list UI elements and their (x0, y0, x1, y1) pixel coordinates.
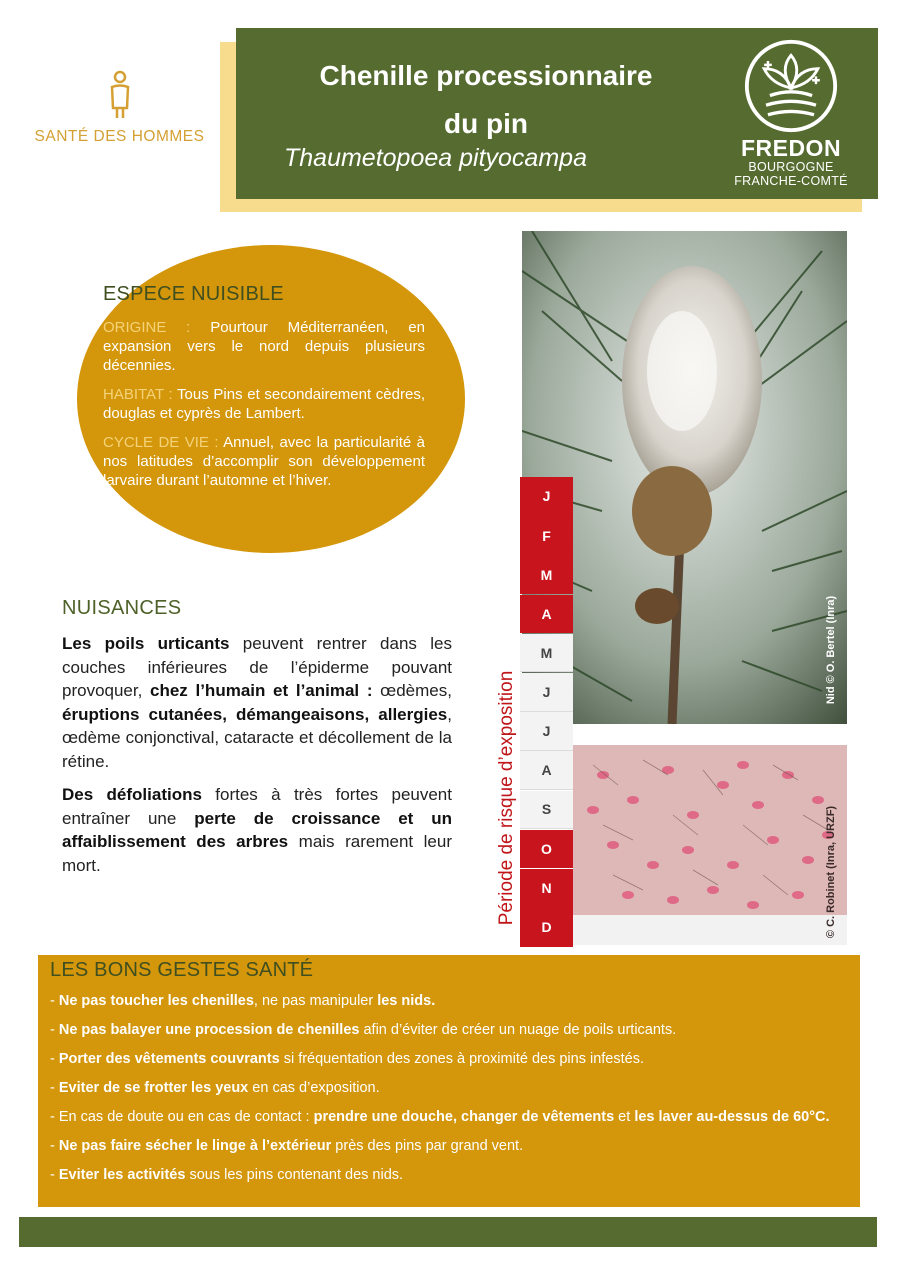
text: si fréquentation des zones à proximité des pins infestés. (279, 1051, 644, 1067)
text: afin d’éviter de créer un nuage de poils urticants. (359, 1022, 677, 1038)
bold-text: Ne pas faire sécher le linge à l’extérieur (58, 1138, 332, 1154)
month-cell: M (520, 555, 573, 594)
gesture-item (50, 1108, 848, 1127)
nuisances-paragraph-1 (62, 632, 452, 773)
bold-text: éruptions cutanées, démangeaisons, allergies (62, 704, 448, 724)
text: - (50, 1138, 59, 1154)
page-title-line1: Chenille processionnaire (319, 60, 653, 91)
text: - En cas de doute ou en cas de contact : (50, 1109, 314, 1125)
bold-text: perte de croissance et un affaiblissement des arbres (62, 808, 452, 851)
brand-logo (22, 70, 217, 146)
habitat-paragraph (103, 385, 425, 423)
gesture-item (50, 1137, 848, 1156)
exposure-months (520, 477, 573, 947)
text: - (50, 993, 59, 1009)
footer-bar (19, 1217, 877, 1247)
page-title-line2: du pin (444, 108, 528, 139)
month-cell: M (520, 634, 573, 673)
month-cell: F (520, 516, 573, 555)
month-cell: A (520, 751, 573, 790)
person-icon (107, 70, 133, 120)
text: et (614, 1109, 635, 1125)
text: œdèmes, (372, 681, 452, 700)
text: près des pins par grand vent. (331, 1138, 524, 1154)
origin-label: ORIGINE : (103, 319, 191, 336)
bold-text: les laver au-dessus de 60°C. (634, 1109, 830, 1125)
text: en cas d’exposition. (248, 1080, 380, 1096)
gesture-item (50, 1166, 848, 1185)
bold-text: chez l’humain et l’animal : (150, 681, 373, 700)
month-cell: J (520, 712, 573, 751)
plant-emblem-icon (743, 38, 839, 134)
text: - (50, 1080, 59, 1096)
gesture-item (50, 1079, 848, 1098)
bold-text: Ne pas toucher les chenilles (58, 993, 254, 1009)
org-region-line2: FRANCHE-COMTÉ (734, 174, 848, 188)
bold-text: les nids. (377, 993, 436, 1009)
bold-text: Porter des vêtements couvrants (58, 1051, 280, 1067)
header-banner (236, 28, 878, 199)
text: - (50, 1022, 59, 1038)
month-cell: N (520, 869, 573, 908)
habitat-text: Tous Pins et secondairement cèdres, douglas et cyprès de Lambert. (103, 386, 425, 422)
bold-text: Des défoliations (62, 785, 202, 804)
fredon-logo (716, 38, 866, 188)
bold-text: Eviter de se frotter les yeux (58, 1080, 249, 1096)
org-region-line1: BOURGOGNE (748, 160, 834, 174)
month-cell: J (520, 477, 573, 516)
text: sous les pins contenant des nids. (185, 1167, 404, 1183)
bold-text: Les poils urticants (62, 634, 230, 653)
bold-text: Ne pas balayer une procession de chenilles (58, 1022, 360, 1038)
text: - (50, 1051, 59, 1067)
text: , œdème conjonctival, cataracte et décollement de la rétine. (62, 704, 452, 771)
brand-name: SANTÉ DES HOMMES (34, 128, 205, 145)
text: peuvent rentrer dans les couches inférieures de l’épiderme pouvant provoquer, (62, 634, 452, 700)
text: mais rarement leur mort. (62, 832, 453, 875)
cycle-label: CYCLE DE VIE : (103, 434, 219, 451)
month-cell: S (520, 791, 573, 830)
origin-text: Pourtour Méditerranéen, en expansion vers le nord depuis plusieurs décennies. (103, 319, 425, 374)
species-panel (77, 245, 465, 553)
origin-paragraph (103, 318, 425, 375)
gestures-list (50, 992, 848, 1185)
month-cell: D (520, 908, 573, 947)
gesture-item (50, 1021, 848, 1040)
bold-text: prendre une douche, changer de vêtements (313, 1109, 615, 1125)
health-gestures-panel (38, 955, 860, 1207)
month-cell: A (520, 595, 573, 634)
text: - (50, 1167, 59, 1183)
nuisances-heading: NUISANCES (62, 597, 182, 619)
species-heading: ESPECE NUISIBLE (103, 283, 284, 305)
latin-name: Thaumetopoea pityocampa (284, 144, 587, 172)
gesture-item (50, 992, 848, 1011)
habitat-label: HABITAT : (103, 386, 173, 403)
cycle-paragraph (103, 433, 425, 490)
gestures-heading: LES BONS GESTES SANTÉ (50, 959, 314, 981)
text: fortes à très fortes peuvent entraîner une (62, 785, 452, 828)
nuisances-section (62, 597, 452, 887)
bold-text: Eviter les activités (58, 1167, 186, 1183)
cycle-text: Annuel, avec la particularité à nos latitudes d’accomplir son développement larvaire durant l’automne et l’hiver. (103, 434, 426, 489)
month-cell: O (520, 830, 573, 869)
gesture-item (50, 1050, 848, 1069)
nuisances-paragraph-2 (62, 783, 452, 877)
skin-rash-photo (573, 745, 847, 945)
month-cell: J (520, 673, 573, 712)
org-name: FREDON (740, 135, 842, 161)
text: , ne pas manipuler (253, 993, 378, 1009)
